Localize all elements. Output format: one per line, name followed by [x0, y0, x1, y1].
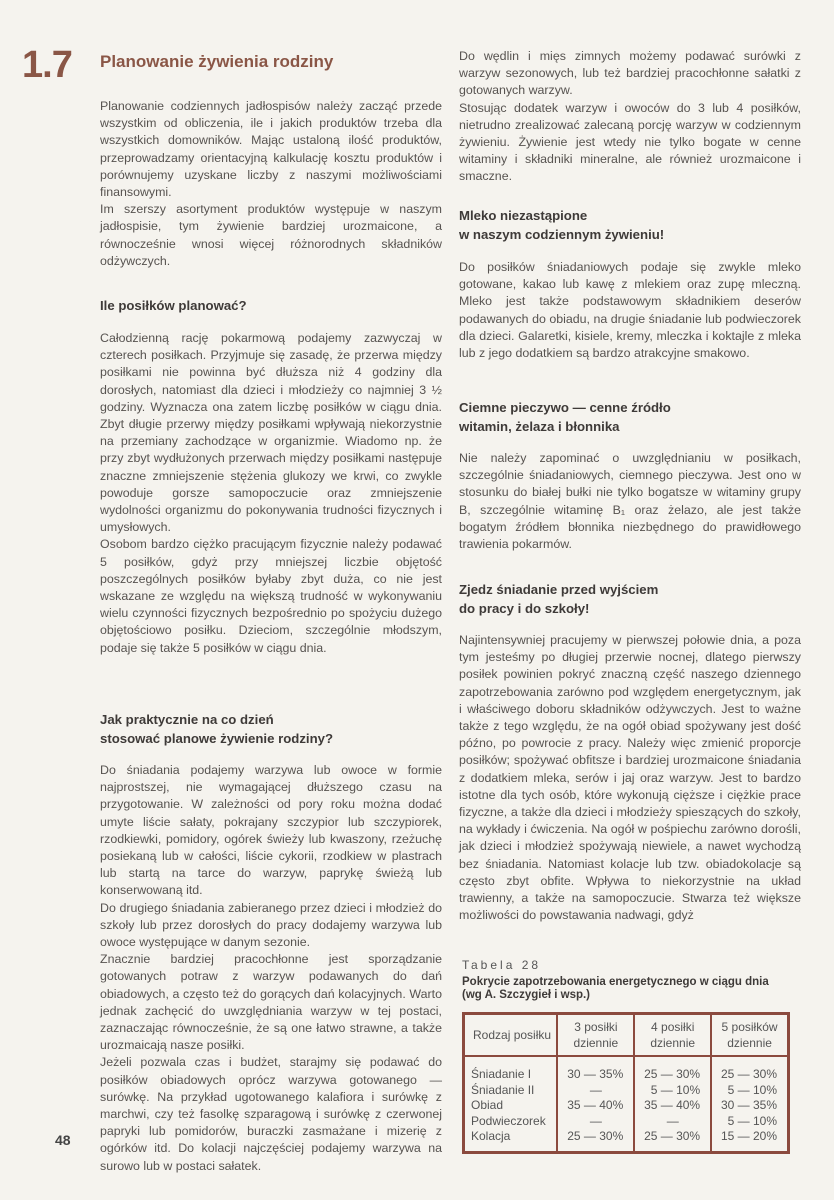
- paragraph: Całodzienną rację pokarmową podajemy zazwyczaj w czterech posiłkach. Przyjmuje się zasadę, że przerwa między posiłkami nie powinna być dłuższa niż 4 godziny dla dorosłych, natomiast dla dzieci i młodzieży co najmniej 3 ½ godziny. Wyznacza ona zatem liczbę posiłków w ciągu dnia. Zbyt długie przerwy między posiłkami wpływają niekorzystnie na przemiany zachodzące w organizmie. Wiadomo np. że przy zbyt wydłużonych przerwach między posiłkami następuje znaczne zmniejszenie stężenia glukozy we krwi, co zwykle powoduje gorsze samopoczucie oraz zmniejszenie wydolności organizmu do pokonywania trudności fizycznych i umysłowych.: [100, 331, 442, 535]
- value-cell: 30 — 35%: [711, 1098, 788, 1114]
- paragraph: Planowanie codziennych jadłospisów należy zacząć przede wszystkim od obliczenia, ile i jakich produktów trzeba dla wszystkich domowników. Mając ustaloną ilość produktów, przeprowadzamy orientacyjną kalkulację kosztu produktów i porównujemy uzyskane liczby z naszymi możliwościami finansowymi.: [100, 99, 442, 200]
- column-header: 5 posiłków dziennie: [711, 1014, 788, 1057]
- table-row: [464, 1114, 789, 1130]
- paragraph: Nie należy zapominać o uwzględnianiu w posiłkach, szczególnie śniadaniowych, ciemnego pieczywa. Jest ono w stosunku do białej bułki nie tylko bogatsze w witaminy grupy B, szczególnie witaminę B₁ oraz żelazo, ale jest także bogatym źródłem błonnika niezbędnego do prawidłowego trawienia pokarmów.: [459, 451, 801, 552]
- section-heading: Mleko niezastąpione w naszym codziennym żywieniu!: [459, 208, 665, 242]
- value-cell: —: [557, 1114, 634, 1130]
- column-header: 4 posiłki dziennie: [634, 1014, 711, 1057]
- paragraph: Osobom bardzo ciężko pracującym fizycznie należy podawać 5 posiłków, gdyż przy mniejszej liczbie objętość poszczególnych posiłków byłaby zbyt duża, co nie jest wskazane ze względu na większą trudność w wykonywaniu wielu czynności fizycznych bezpośrednio po spożyciu dużego objętościowo posiłku. Dzieciom, szczególnie młodszym, podaje się także 5 posiłków w ciągu dnia.: [100, 537, 442, 655]
- paragraph: Do drugiego śniadania zabieranego przez dzieci i młodzież do szkoły lub przez dorosłych do pracy dodajemy warzywa lub owoce występujące w danym sezonie.: [100, 900, 442, 950]
- right-intro: [459, 48, 801, 186]
- value-cell: 35 — 40%: [634, 1098, 711, 1114]
- page-number: 48: [55, 1132, 71, 1148]
- table-row: [464, 1129, 789, 1152]
- paragraph: Im szerszy asortyment produktów występuje w naszym jadłospisie, tym żywienie bardziej urozmaicone, a równocześnie wnosi więcej różnorodnych składników odżywczych.: [100, 202, 442, 268]
- meal-name-cell: Śniadanie II: [464, 1083, 558, 1099]
- meal-name-cell: Obiad: [464, 1098, 558, 1114]
- column-header: Rodzaj posiłku: [464, 1014, 558, 1057]
- energy-table: [462, 1012, 790, 1154]
- meal-name-cell: Podwieczorek: [464, 1114, 558, 1130]
- value-cell: —: [634, 1114, 711, 1130]
- column-header: 3 posiłki dziennie: [557, 1014, 634, 1057]
- section-body: [100, 762, 442, 1175]
- value-cell: —: [557, 1083, 634, 1099]
- paragraph: Stosując dodatek warzyw i owoców do 3 lub 4 posiłków, nietrudno zrealizować zalecaną porcję warzyw w codziennym żywieniu. Żywienie jest wtedy nie tylko bogate w cenne witaminy i składniki mineralne, ale również urozmaicone i smaczne.: [459, 100, 801, 184]
- section-body: [459, 632, 801, 924]
- table-row: [464, 1098, 789, 1114]
- section-heading: Ciemne pieczywo — cenne źródło witamin, żelaza i błonnika: [459, 400, 671, 434]
- paragraph: Do śniadania podajemy warzywa lub owoce w formie najprostszej, nie wymagającej dłuższego czasu na przygotowanie. W zależności od pory roku można dodać umyte liście sałaty, pokrajany szczypior lub szczypiorek, rzodkiewki, pomidory, ogórek świeży lub kwaszony, rzeżuchę posiekaną lub w całości, liście cykorii, rzodkiew w plastrach lub startą na tarce do warzyw, paprykę świeżą lub konserwowaną itd.: [100, 763, 442, 898]
- value-cell: 25 — 30%: [711, 1056, 788, 1083]
- value-cell: 5 — 10%: [711, 1083, 788, 1099]
- section-body: [459, 450, 801, 553]
- section-heading: Jak praktycznie na co dzień stosować planowe żywienie rodziny?: [100, 712, 334, 746]
- table-row: [464, 1083, 789, 1099]
- value-cell: 25 — 30%: [634, 1129, 711, 1152]
- paragraph: Znacznie bardziej pracochłonne jest sporządzanie gotowanych potraw z warzyw podawanych do dań obiadowych, a często też do gorących dań kolacyjnych. Warto jednak zachęcić do uwzględniania warzyw w tej postaci, zaznaczając równocześnie, że są one łatwo strawne, a także urozmaicają nasze posiłki.: [100, 952, 442, 1053]
- paragraph: Do posiłków śniadaniowych podaje się zwykle mleko gotowane, kakao lub kawę z mlekiem oraz zupę mleczną. Mleko jest także podstawowym składnikiem deserów podawanych do obiadu, na drugie śniadanie lub podwieczorek dla dzieci. Galaretki, kisiele, kremy, mleczka i koktajle z mleka lub z jego dodatkiem są bardzo atrakcyjne smakowo.: [459, 260, 801, 361]
- section-heading: Zjedz śniadanie przed wyjściem do pracy i do szkoły!: [459, 582, 659, 616]
- value-cell: 30 — 35%: [557, 1056, 634, 1083]
- section-body: [459, 259, 801, 362]
- table-row: [464, 1056, 789, 1083]
- value-cell: 25 — 30%: [557, 1129, 634, 1152]
- value-cell: 25 — 30%: [634, 1056, 711, 1083]
- value-cell: 15 — 20%: [711, 1129, 788, 1152]
- meal-name-cell: Kolacja: [464, 1129, 558, 1152]
- table-caption: Pokrycie zapotrzebowania energetycznego w ciągu dnia (wg A. Szczygieł i wsp.): [462, 976, 769, 1001]
- section-heading: Ile posiłków planować?: [100, 298, 247, 313]
- left-intro: [100, 98, 442, 270]
- value-cell: 5 — 10%: [711, 1114, 788, 1130]
- paragraph: Najintensywniej pracujemy w pierwszej połowie dnia, a poza tym jesteśmy po długiej przerwie nocnej, dlatego pierwszy posiłek powinien pokryć znaczną część naszego dziennego zapotrzebowania zarówno pod względem energetycznym, jak i właściwego doboru składników odżywczych. Jest to ważne także z tego względu, że na ogół obiad spożywany jest dość późno, po powrocie z pracy. Należy więc zmienić proporcje posiłków; spożywać obfitsze i bardziej urozmaicone śniadania z dodatkiem mleka, serów i jaj oraz warzyw. Jest to bardzo istotne dla tych osób, które wykonują cięższe i ciężkie prace fizyczne, a także dla dzieci i młodzieży spieszących do szkoły, na wykłady i ćwiczenia. Na ogół w pośpiechu zarówno dorośli, jak dzieci i młodzież spożywają niewiele, a nawet wychodzą bez śniadania. Natomiast kolacje lub tzw. obiadokolacje są często zbyt obfite. Wpływa to niekorzystnie na układ trawienny, a także na samopoczucie. Stwarza też większe możliwości do powstawania nadwagi, gdyż: [459, 633, 801, 923]
- paragraph: Do wędlin i mięs zimnych możemy podawać surówki z warzyw sezonowych, lub też bardziej pracochłonne sałatki z gotowanych warzyw.: [459, 49, 801, 98]
- meal-name-cell: Śniadanie I: [464, 1056, 558, 1083]
- chapter-title: Planowanie żywienia rodziny: [100, 52, 334, 71]
- section-body: [100, 330, 442, 657]
- value-cell: 5 — 10%: [634, 1083, 711, 1099]
- paragraph: Jeżeli pozwala czas i budżet, starajmy się podawać do posiłków obiadowych oprócz warzywa gotowanego — surówkę. Na przykład ugotowanego kalafiora i surówkę z marchwi, czy też fasolkę szparagową i surówkę z czerwonej papryki lub pomidorów, buraczki zasmażane i mizerię z ogórków itd. Do kolacji najczęściej podajemy warzywa na surowo lub w postaci sałatek.: [100, 1055, 442, 1173]
- chapter-number: 1.7: [22, 44, 72, 86]
- table-label: Tabela 28: [462, 958, 542, 972]
- value-cell: 35 — 40%: [557, 1098, 634, 1114]
